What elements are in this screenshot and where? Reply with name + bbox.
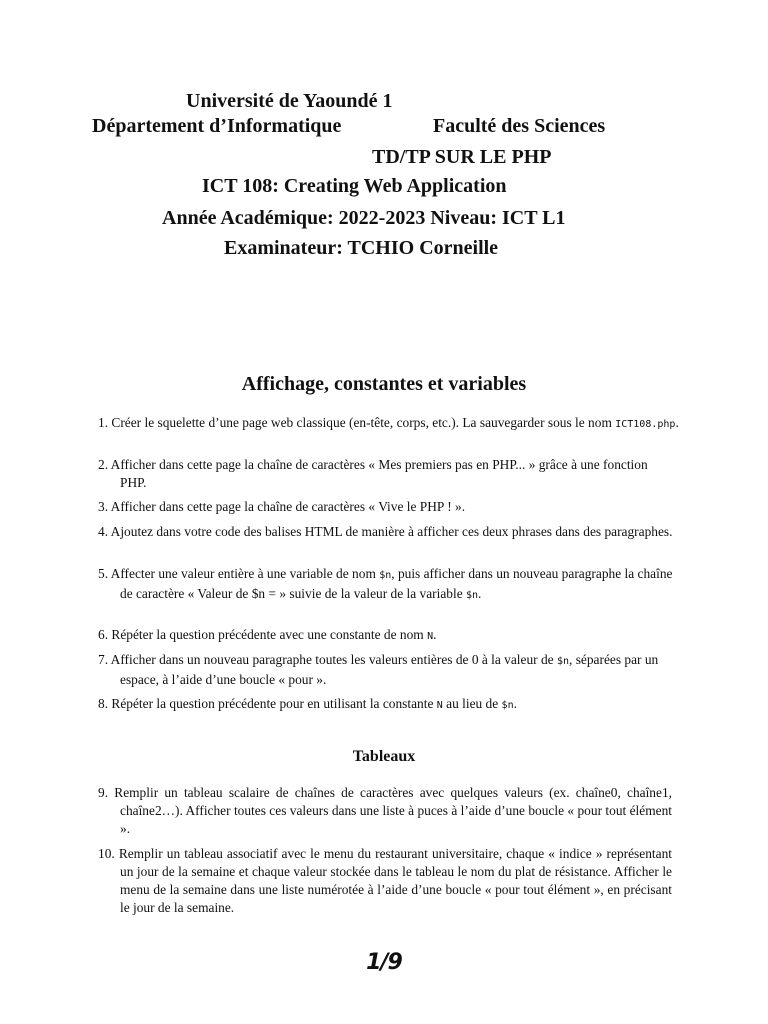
variable-code: $n bbox=[501, 700, 514, 711]
section-title-display: Affichage, constantes et variables bbox=[241, 373, 527, 395]
section-title-arrays: Tableaux bbox=[352, 748, 416, 765]
question-item: 2. Afficher dans cette page la chaîne de caractères « Mes premiers pas en PHP... » grâce à une fonction PHP. bbox=[98, 457, 648, 490]
constant-code: N bbox=[436, 700, 443, 711]
academic-year: Année Académique: 2022-2023 Niveau: ICT L1 bbox=[162, 207, 566, 229]
document-subject: TD/TP SUR LE PHP bbox=[372, 146, 552, 168]
department-name: Département d’Informatique bbox=[92, 115, 342, 137]
variable-code: $n bbox=[379, 570, 392, 581]
course-title: ICT 108: Creating Web Application bbox=[202, 175, 507, 197]
question-item: 9. Remplir un tableau scalaire de chaînes de caractères avec quelques valeurs (ex. chaîne0, chaîne1, chaîne2…). Afficher toutes ces valeurs dans une liste à puces à l’aide d’une boucle « pour tout élément ». bbox=[98, 785, 672, 836]
page-number: 1/9 bbox=[366, 950, 402, 975]
university-name: Université de Yaoundé 1 bbox=[186, 90, 393, 112]
variable-code: $n bbox=[466, 590, 479, 601]
question-item: 4. Ajoutez dans votre code des balises HTML de manière à afficher ces deux phrases dans des paragraphes. bbox=[98, 524, 673, 539]
question-item: 8. Répéter la question précédente pour en utilisant la constante N au lieu de $n. bbox=[98, 696, 517, 711]
question-item: 6. Répéter la question précédente avec une constante de nom N. bbox=[98, 627, 437, 642]
question-item: 5. Affecter une valeur entière à une variable de nom $n, puis afficher dans un nouveau paragraphe la chaîne de caractère « Valeur de $n = » suivie de la valeur de la variable $n. bbox=[98, 566, 673, 601]
constant-code: N bbox=[427, 631, 434, 642]
question-item: 3. Afficher dans cette page la chaîne de caractères « Vive le PHP ! ». bbox=[98, 499, 466, 514]
question-item: 1. Créer le squelette d’une page web classique (en-tête, corps, etc.). La sauvegarder sous le nom ICT108.php. bbox=[98, 415, 679, 430]
faculty-name: Faculté des Sciences bbox=[433, 115, 606, 137]
examiner-name: Examinateur: TCHIO Corneille bbox=[224, 237, 499, 259]
variable-code: $n bbox=[556, 656, 570, 667]
question-item: 10. Remplir un tableau associatif avec le menu du restaurant universitaire, chaque « indice » représentant un jour de la semaine et chaque valeur stockée dans le tableau le nom du plat de résistance. Afficher le menu de la semaine dans une liste numérotée à l’aide d’une boucle « pour tout élément », en précisant le jour de la semaine. bbox=[98, 846, 672, 915]
question-item: 7. Afficher dans un nouveau paragraphe toutes les valeurs entières de 0 à la valeur de $n, séparées par un espace, à l’aide d’une boucle « pour ». bbox=[98, 652, 659, 687]
filename-code: ICT108.php bbox=[615, 419, 676, 430]
